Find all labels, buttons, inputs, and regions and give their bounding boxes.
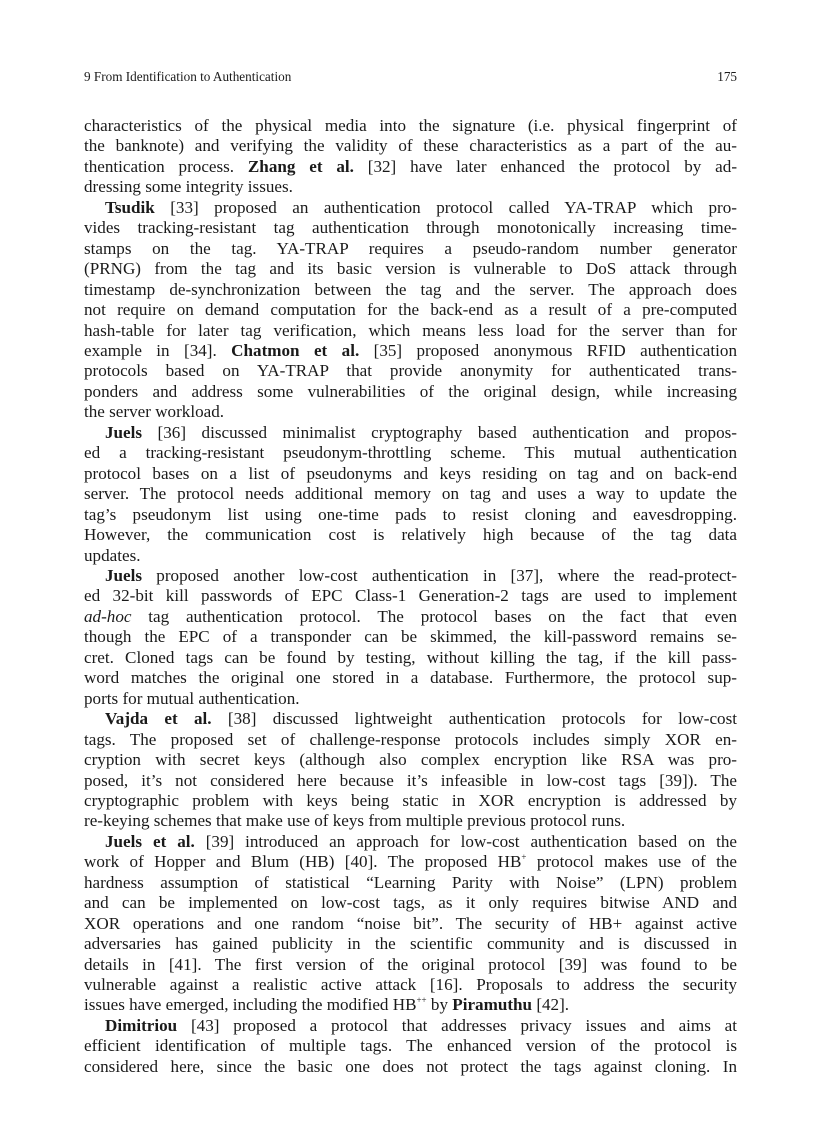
- text-run: characteristics of the physical media into the signature (i.e. physical fingerprint of: [84, 116, 737, 135]
- text-line: [84, 177, 737, 197]
- author-name: Piramuthu: [452, 995, 533, 1015]
- text-line: [84, 627, 737, 647]
- text-line: [84, 402, 737, 422]
- text-run: [38] discussed lightweight authentication protocols for low-cost: [211, 709, 737, 729]
- paragraph: [84, 832, 737, 1016]
- text-run: the server workload.: [84, 402, 225, 422]
- superscript: +: [521, 852, 527, 863]
- author-name: Juels: [105, 565, 143, 585]
- text-line: [84, 832, 737, 852]
- text-run: timestamp de-synchronization between the tag and the server. The approach does: [84, 279, 737, 299]
- text-line: [84, 566, 737, 586]
- text-run: the banknote) and verifying the validity of these characteristics as a part of the au-: [84, 136, 737, 156]
- text-line: [84, 361, 737, 381]
- text-line: [84, 198, 737, 218]
- text-run: efficient identification of multiple tags. The enhanced version of the protocol is: [84, 1036, 737, 1056]
- text-run: example in [34].: [84, 340, 232, 360]
- paragraph: [84, 198, 737, 423]
- text-run: hardness assumption of statistical “Learning Parity with Noise” (LPN) problem: [84, 872, 737, 892]
- text-run: [36] discussed minimalist cryptography based authentication and propos-: [142, 422, 737, 442]
- text-line: [84, 321, 737, 341]
- text-line: [84, 668, 737, 688]
- text-run: hash-table for later tag verification, which means less load for the server than for: [84, 320, 737, 340]
- text-line: [84, 464, 737, 484]
- text-run: cryptographic problem with keys being static in XOR encryption is addressed by: [84, 790, 737, 810]
- text-run: [33] proposed an authentication protocol called YA-TRAP which pro-: [154, 197, 737, 217]
- text-run: ponders and address some vulnerabilities of the original design, while increasing: [84, 381, 737, 401]
- text-line: [84, 689, 737, 709]
- text-line: [84, 1016, 737, 1036]
- text-line: [84, 791, 737, 811]
- text-line: [84, 341, 737, 361]
- page-number: 175: [717, 69, 737, 84]
- text-line: [84, 709, 737, 729]
- text-line: [84, 443, 737, 463]
- text-line: [84, 136, 737, 156]
- text-run: re-keying schemes that make use of keys from multiple previous protocol runs.: [84, 811, 626, 831]
- text-line: [84, 975, 737, 995]
- text-run: proposed another low-cost authentication in [37], where the read-protect-: [142, 565, 737, 585]
- text-line: [84, 852, 737, 872]
- text-line: [84, 811, 737, 831]
- text-line: [84, 484, 737, 504]
- author-name: Zhang et al.: [247, 156, 354, 176]
- author-name: Juels et al.: [105, 831, 195, 851]
- text-run: stamps on the tag. YA-TRAP requires a pseudo-random number generator: [84, 238, 737, 258]
- paragraph: [84, 423, 737, 566]
- text-run: details in [41]. The first version of the original protocol [39] was found to be: [84, 954, 737, 974]
- text-line: [84, 382, 737, 402]
- text-line: [84, 995, 737, 1015]
- text-line: [84, 280, 737, 300]
- text-run: updates.: [84, 545, 141, 565]
- chapter-title: 9 From Identification to Authentication: [84, 69, 292, 84]
- text-run: protocol makes use of the: [526, 852, 737, 872]
- text-run: [42].: [532, 995, 570, 1015]
- text-line: [84, 914, 737, 934]
- text-line: [84, 423, 737, 443]
- text-line: [84, 586, 737, 606]
- text-run: issues have emerged, including the modified HB: [84, 995, 417, 1015]
- text-run: (PRNG) from the tag and its basic version is vulnerable to DoS attack through: [84, 259, 737, 279]
- text-run: though the EPC of a transponder can be skimmed, the kill-password remains se-: [84, 627, 737, 647]
- text-run: and can be implemented on low-cost tags, as it only requires bitwise AND and: [84, 893, 737, 913]
- text-run: tags. The proposed set of challenge-response protocols includes simply XOR en-: [84, 729, 737, 749]
- text-line: [84, 1057, 737, 1077]
- text-run: tag authentication protocol. The protocol bases on the fact that even: [131, 606, 737, 626]
- author-name: Chatmon et al.: [231, 340, 360, 360]
- text-run: work of Hopper and Blum (HB) [40]. The proposed HB: [84, 852, 522, 872]
- text-line: [84, 157, 737, 177]
- text-run: XOR operations and one random “noise bit”. The security of HB+ against active: [84, 913, 737, 933]
- text-run: vides tracking-resistant tag authentication through monotonically increasing time-: [84, 218, 737, 238]
- paragraph: [84, 116, 737, 198]
- text-run: tag’s pseudonym list using one-time pads to resist cloning and eavesdropping.: [84, 504, 737, 524]
- text-run: protocol bases on a list of pseudonyms and keys residing on tag and on back-end: [84, 463, 737, 483]
- text-run: [35] proposed anonymous RFID authentication: [359, 340, 737, 360]
- text-run: not require on demand computation for the back-end as a result of a pre-computed: [84, 300, 737, 320]
- paragraph: [84, 566, 737, 709]
- text-run: ports for mutual authentication.: [84, 688, 300, 708]
- text-line: [84, 259, 737, 279]
- text-run: dressing some integrity issues.: [84, 177, 293, 197]
- text-line: [84, 525, 737, 545]
- running-header: [84, 68, 737, 86]
- text-line: [84, 771, 737, 791]
- text-line: [84, 607, 737, 627]
- text-run: by: [426, 995, 453, 1015]
- emphasis: ad-hoc: [84, 606, 132, 626]
- text-run: ed a tracking-resistant pseudonym-throttling scheme. This mutual authentication: [84, 443, 737, 463]
- paragraph: [84, 709, 737, 832]
- text-run: ed 32-bit kill passwords of EPC Class-1 Generation-2 tags are used to implement: [84, 586, 737, 606]
- text-run: cryption with secret keys (although also complex encryption like RSA was pro-: [84, 750, 737, 770]
- author-name: Dimitriou: [105, 1015, 178, 1035]
- text-run: posed, it’s not considered here because it’s infeasible in low-cost tags [39]). The: [84, 770, 737, 790]
- text-line: [84, 300, 737, 320]
- text-run: adversaries has gained publicity in the scientific community and is discussed in: [84, 934, 737, 954]
- text-line: [84, 546, 737, 566]
- text-run: considered here, since the basic one does not protect the tags against cloning. In: [84, 1056, 737, 1076]
- text-run: word matches the original one stored in a database. Furthermore, the protocol sup-: [84, 668, 737, 688]
- text-run: [32] have later enhanced the protocol by ad-: [353, 156, 738, 176]
- text-run: However, the communication cost is relatively high because of the tag data: [84, 525, 737, 545]
- text-line: [84, 750, 737, 770]
- text-line: [84, 873, 737, 893]
- superscript: ++: [416, 995, 427, 1006]
- text-line: [84, 218, 737, 238]
- text-run: thentication process.: [84, 156, 248, 176]
- text-run: [39] introduced an approach for low-cost authentication based on the: [194, 831, 737, 851]
- text-line: [84, 116, 737, 136]
- text-line: [84, 239, 737, 259]
- text-line: [84, 505, 737, 525]
- text-line: [84, 1036, 737, 1056]
- text-line: [84, 730, 737, 750]
- text-line: [84, 893, 737, 913]
- text-run: server. The protocol needs additional memory on tag and uses a way to update the: [84, 484, 737, 504]
- text-line: [84, 955, 737, 975]
- author-name: Tsudik: [105, 197, 155, 217]
- text-run: vulnerable against a realistic active attack [16]. Proposals to address the security: [84, 975, 737, 995]
- author-name: Juels: [105, 422, 143, 442]
- body-text: [84, 116, 737, 1077]
- text-run: protocols based on YA-TRAP that provide anonymity for authenticated trans-: [84, 361, 737, 381]
- author-name: Vajda et al.: [105, 709, 212, 729]
- text-run: [43] proposed a protocol that addresses privacy issues and aims at: [177, 1015, 737, 1035]
- text-line: [84, 934, 737, 954]
- text-line: [84, 648, 737, 668]
- text-run: cret. Cloned tags can be found by testing, without killing the tag, if the kill pass-: [84, 647, 737, 667]
- paragraph: [84, 1016, 737, 1077]
